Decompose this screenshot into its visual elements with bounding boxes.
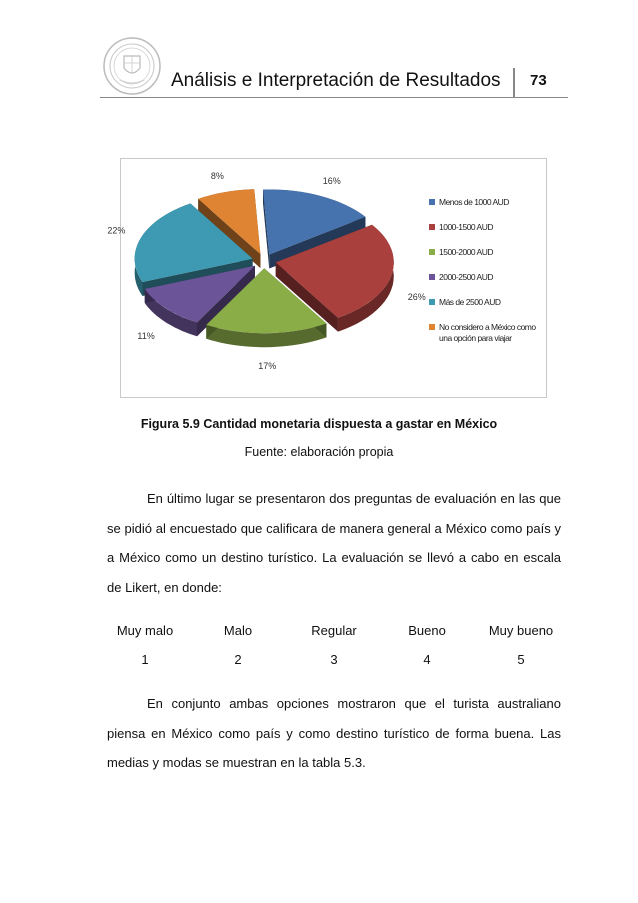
likert-label: Muy malo [116, 623, 174, 638]
figure-source: Fuente: elaboración propia [244, 445, 394, 459]
page-number: 73 [530, 72, 547, 89]
likert-label: Regular [311, 623, 357, 638]
legend-label: Menos de 1000 AUD [439, 197, 509, 207]
likert-number: 5 [517, 652, 525, 667]
likert-number: 4 [423, 652, 431, 667]
legend-label: No considero a México como [439, 322, 536, 332]
legend-label: Más de 2500 AUD [439, 297, 501, 307]
likert-number: 1 [141, 652, 149, 667]
pie-data-label: 8% [210, 171, 224, 182]
likert-label: Muy bueno [488, 623, 554, 638]
likert-number: 2 [234, 652, 242, 667]
pie-chart [107, 159, 548, 399]
likert-number: 3 [330, 652, 338, 667]
legend-swatch [429, 249, 435, 255]
legend-label: 1000-1500 AUD [439, 222, 493, 232]
page-header-title: Análisis e Interpretación de Resultados [171, 70, 501, 91]
paragraph-conclusion [107, 689, 561, 778]
legend-swatch [429, 199, 435, 205]
legend-swatch [429, 299, 435, 305]
paragraph-conclusion-text: En conjunto ambas opciones mostraron que el turista australiano piensa en México como país y como destino turístico de forma buena. Las medias y modas se muestran en la tabla 5.3. [107, 696, 561, 770]
pie-data-label: 16% [322, 175, 341, 186]
figure-caption: Figura 5.9 Cantidad monetaria dispuesta a gastar en México [140, 417, 498, 431]
pie-data-label: 17% [258, 360, 277, 371]
likert-label: Malo [223, 623, 253, 638]
header-rule [100, 97, 568, 98]
pie-data-label: 22% [107, 225, 126, 236]
legend-label: 2000-2500 AUD [439, 272, 493, 282]
legend-label: 1500-2000 AUD [439, 247, 493, 257]
paragraph-intro-text: En último lugar se presentaron dos preguntas de evaluación en las que se pidió al encuestado que calificara de manera general a México como país y a México como un destino turístico. La evaluación se llevó a cabo en escala de Likert, en donde: [107, 491, 561, 595]
university-seal-logo [102, 36, 162, 96]
legend-label: una opción para viajar [439, 333, 512, 343]
paragraph-intro [107, 484, 561, 602]
pie-chart-frame [107, 158, 547, 398]
likert-label: Bueno [408, 623, 446, 638]
legend-swatch [429, 224, 435, 230]
legend-swatch [429, 324, 435, 330]
pie-data-label: 26% [407, 292, 426, 302]
pie-data-label: 11% [137, 331, 155, 342]
header-divider [513, 68, 515, 98]
legend-swatch [429, 274, 435, 280]
